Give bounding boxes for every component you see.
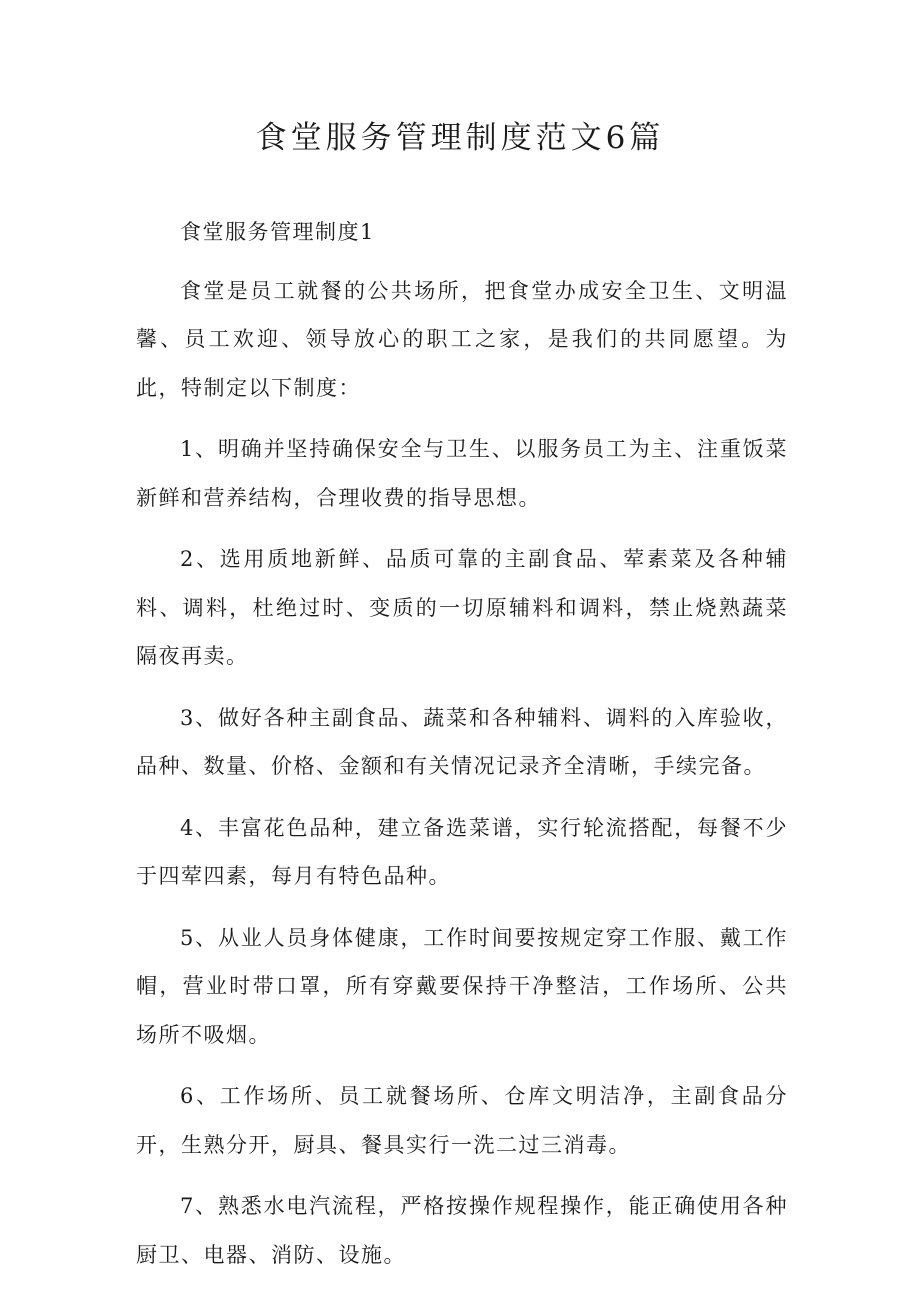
document-body [136,208,788,1279]
rule-item-4: 4、丰富花色品种，建立备选菜谱，实行轮流搭配，每餐不少于四荤四素，每月有特色品种。 [136,815,788,888]
rule-item-2: 2、选用质地新鲜、品质可靠的主副食品、荤素菜及各种辅料、调料，杜绝过时、变质的一切原辅料和调料，禁止烧熟蔬菜隔夜再卖。 [136,547,788,668]
document-title: 食堂服务管理制度范文6篇 [255,120,665,156]
rule-item-7: 7、熟悉水电汽流程，严格按操作规程操作，能正确使用各种厨卫、电器、消防、设施。 [136,1194,788,1267]
rule-item-5: 5、从业人员身体健康，工作时间要按规定穿工作服、戴工作帽，营业时带口罩，所有穿戴要保持干净整洁，工作场所、公共场所不吸烟。 [136,925,788,1047]
intro-paragraph: 食堂是员工就餐的公共场所，把食堂办成安全卫生、文明温馨、员工欢迎、领导放心的职工之家，是我们的共同愿望。为此，特制定以下制度： [136,278,788,400]
section-heading: 食堂服务管理制度1 [180,220,375,244]
rule-item-3: 3、做好各种主副食品、蔬菜和各种辅料、调料的入库验收，品种、数量、价格、金额和有关情况记录齐全清晰，手续完备。 [136,705,788,778]
rule-item-1: 1、明确并坚持确保安全与卫生、以服务员工为主、注重饭菜新鲜和营养结构，合理收费的指导思想。 [136,437,788,510]
rule-item-6: 6、工作场所、员工就餐场所、仓库文明洁净，主副食品分开，生熟分开，厨具、餐具实行一洗二过三消毒。 [136,1084,788,1157]
